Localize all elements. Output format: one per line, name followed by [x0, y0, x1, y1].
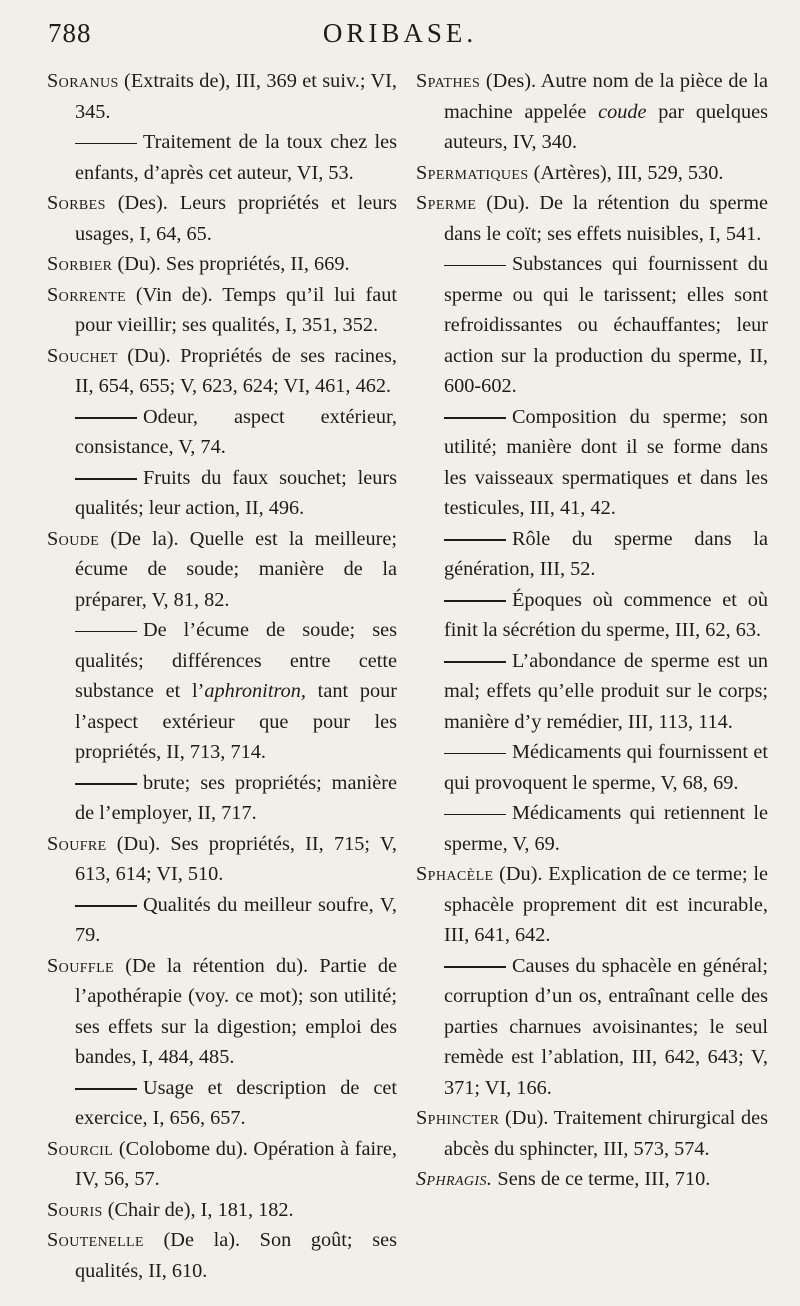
- index-subentry: [416, 249, 768, 402]
- entry-text: Époques où commence et où finit la sécrétion du sperme, III, 62, 63.: [444, 588, 768, 641]
- entry-headword: Sorrente: [47, 283, 127, 306]
- em-dash-rule: [444, 661, 506, 663]
- index-subentry: [47, 890, 397, 951]
- index-subentry: [47, 1073, 397, 1134]
- index-entry: [47, 188, 397, 249]
- entry-headword: Soranus: [47, 70, 119, 92]
- index-entry: [416, 859, 768, 951]
- entry-text: Sens de ce terme, III, 710.: [492, 1168, 711, 1190]
- entry-text: (Extraits de), III, 369 et suiv.; VI, 345.: [75, 70, 397, 123]
- index-entry: [416, 188, 768, 249]
- entry-headword: Sperme: [416, 192, 477, 214]
- em-dash-rule: [75, 783, 137, 785]
- entry-text: Médicaments qui retiennent le sperme, V, 69.: [444, 802, 768, 855]
- index-entry: [47, 829, 397, 890]
- index-subentry: [416, 585, 768, 646]
- entry-text: Composition du sperme; son utilité; manière dont il se forme dans les vaisseaux spermatiques et dans les testicules, III, 41, 42.: [444, 405, 768, 519]
- entry-text: Traitement de la toux chez les enfants, d’après cet auteur, VI, 53.: [75, 131, 397, 184]
- entry-text: Usage et description de cet exercice, I, 656, 657.: [75, 1076, 397, 1129]
- entry-text: (Du). Propriétés de ses racines, II, 654, 655; V, 623, 624; VI, 461, 462.: [75, 344, 397, 397]
- em-dash-rule: [444, 539, 506, 541]
- entry-headword: Sorbes: [47, 192, 106, 214]
- index-entry: [47, 951, 397, 1073]
- entry-text: (Du). Ses propriétés, II, 669.: [112, 253, 350, 275]
- entry-italic-term: aphronitron,: [204, 680, 306, 702]
- index-subentry: [416, 737, 768, 798]
- entry-text: (De la). Quelle est la meilleure; écume de soude; manière de la préparer, V, 81, 82.: [75, 527, 397, 611]
- entry-headword: Soude: [47, 527, 100, 550]
- index-entry: [47, 1225, 397, 1286]
- entry-text: (Chair de), I, 181, 182.: [102, 1198, 294, 1221]
- entry-headword: Souchet: [47, 344, 118, 367]
- page-number: 788: [48, 18, 92, 48]
- entry-text: (De la rétention du). Partie de l’apothérapie (voy. ce mot); son utilité; ses effets sur la digestion; emploi des bandes, I, 484, 485.: [75, 954, 397, 1068]
- index-entry: [47, 1134, 397, 1195]
- entry-headword: Soufre: [47, 832, 107, 855]
- em-dash-rule: [75, 417, 137, 419]
- index-subentry: [47, 127, 397, 188]
- entry-text: Causes du sphacèle en général; corruption d’un os, entraînant celle des parties charnues avoisinantes; le seul remède est l’ablation, III, 642, 643; V, 371; VI, 166.: [444, 954, 768, 1099]
- index-entry: [416, 1164, 768, 1195]
- entry-headword: Sorbier: [47, 253, 113, 275]
- entry-text: Odeur, aspect extérieur, consistance, V, 74.: [75, 405, 397, 458]
- entry-text: Fruits du faux souchet; leurs qualités; leur action, II, 496.: [75, 466, 397, 519]
- entry-text: (Artères), III, 529, 530.: [528, 161, 724, 184]
- em-dash-rule: [75, 631, 137, 633]
- em-dash-rule: [444, 265, 506, 267]
- entry-text: (De la). Son goût; ses qualités, II, 610.: [75, 1229, 397, 1282]
- entry-text: (Colobome du). Opération à faire, IV, 56, 57.: [75, 1137, 397, 1190]
- em-dash-rule: [75, 905, 137, 907]
- index-entry: [47, 280, 397, 341]
- em-dash-rule: [75, 478, 137, 480]
- entry-headword: Sphragis.: [416, 1168, 493, 1190]
- index-subentry: [47, 768, 397, 829]
- entry-headword: Soutenelle: [47, 1229, 144, 1251]
- index-subentry: [47, 615, 397, 768]
- index-subentry: [416, 798, 768, 859]
- entry-text: (Des). Autre nom de la pièce de la machine appelée: [444, 70, 768, 123]
- entry-headword: Spathes: [416, 70, 481, 92]
- entry-text: Rôle du sperme dans la génération, III, 52.: [444, 527, 768, 580]
- entry-text: brute; ses propriétés; manière de l’employer, II, 717.: [75, 771, 397, 824]
- index-entry: [47, 66, 397, 127]
- entry-text: (Du). Explication de ce terme; le sphacèle proprement dit est incurable, III, 641, 642.: [444, 863, 768, 946]
- em-dash-rule: [444, 753, 506, 755]
- entry-text-continued: tant pour l’aspect extérieur que pour les propriétés, II, 713, 714.: [75, 680, 398, 763]
- index-entry: [416, 158, 768, 189]
- index-subentry: [416, 402, 768, 524]
- index-entry: [47, 524, 397, 616]
- entry-text: Substances qui fournissent du sperme ou qui le tarissent; elles sont refroidissantes ou échauffantes; leur action sur la production du sperme, II, 600-602.: [444, 253, 768, 397]
- entry-italic-term: coude: [598, 100, 647, 123]
- em-dash-rule: [444, 417, 506, 419]
- entry-text: (Du). Traitement chirurgical des abcès du sphincter, III, 573, 574.: [444, 1107, 768, 1160]
- entry-headword: Souris: [47, 1198, 103, 1221]
- index-subentry: [47, 463, 397, 524]
- em-dash-rule: [444, 814, 506, 816]
- index-subentry: [47, 402, 397, 463]
- index-entry: [416, 66, 768, 158]
- em-dash-rule: [444, 600, 506, 602]
- entry-text: L’abondance de sperme est un mal; effets qu’elle produit sur le corps; manière d’y remédier, III, 113, 114.: [444, 649, 768, 733]
- entry-text: (Vin de). Temps qu’il lui faut pour vieillir; ses qualités, I, 351, 352.: [75, 283, 397, 336]
- index-column-right: [416, 66, 768, 1195]
- entry-headword: Souffle: [47, 954, 114, 977]
- index-entry: [416, 1103, 768, 1164]
- index-subentry: [416, 646, 768, 738]
- index-subentry: [416, 524, 768, 585]
- index-entry: [47, 341, 397, 402]
- em-dash-rule: [75, 1088, 137, 1090]
- em-dash-rule: [75, 143, 137, 145]
- index-entry: [47, 1195, 397, 1226]
- entry-text-continued: par quelques auteurs, IV, 340.: [444, 100, 768, 153]
- entry-text: Qualités du meilleur soufre, V, 79.: [75, 893, 397, 946]
- entry-headword: Sourcil: [47, 1137, 114, 1160]
- running-head: ORIBASE.: [322, 18, 478, 48]
- index-column-left: [47, 66, 397, 1286]
- entry-text: (Du). Ses propriétés, II, 715; V, 613, 614; VI, 510.: [75, 832, 397, 885]
- index-subentry: [416, 951, 768, 1104]
- entry-text: De l’écume de soude; ses qualités; différences entre cette substance et l’: [75, 619, 397, 702]
- page-header: [0, 14, 800, 58]
- em-dash-rule: [444, 966, 506, 968]
- entry-headword: Sphincter: [416, 1107, 500, 1129]
- entry-headword: Sphacèle: [416, 863, 494, 885]
- entry-headword: Spermatiques: [416, 161, 529, 184]
- entry-text: (Des). Leurs propriétés et leurs usages, I, 64, 65.: [75, 192, 397, 245]
- entry-text: Médicaments qui fournissent et qui provoquent le sperme, V, 68, 69.: [444, 741, 768, 794]
- index-entry: [47, 249, 397, 280]
- entry-text: (Du). De la rétention du sperme dans le coït; ses effets nuisibles, I, 541.: [444, 192, 768, 245]
